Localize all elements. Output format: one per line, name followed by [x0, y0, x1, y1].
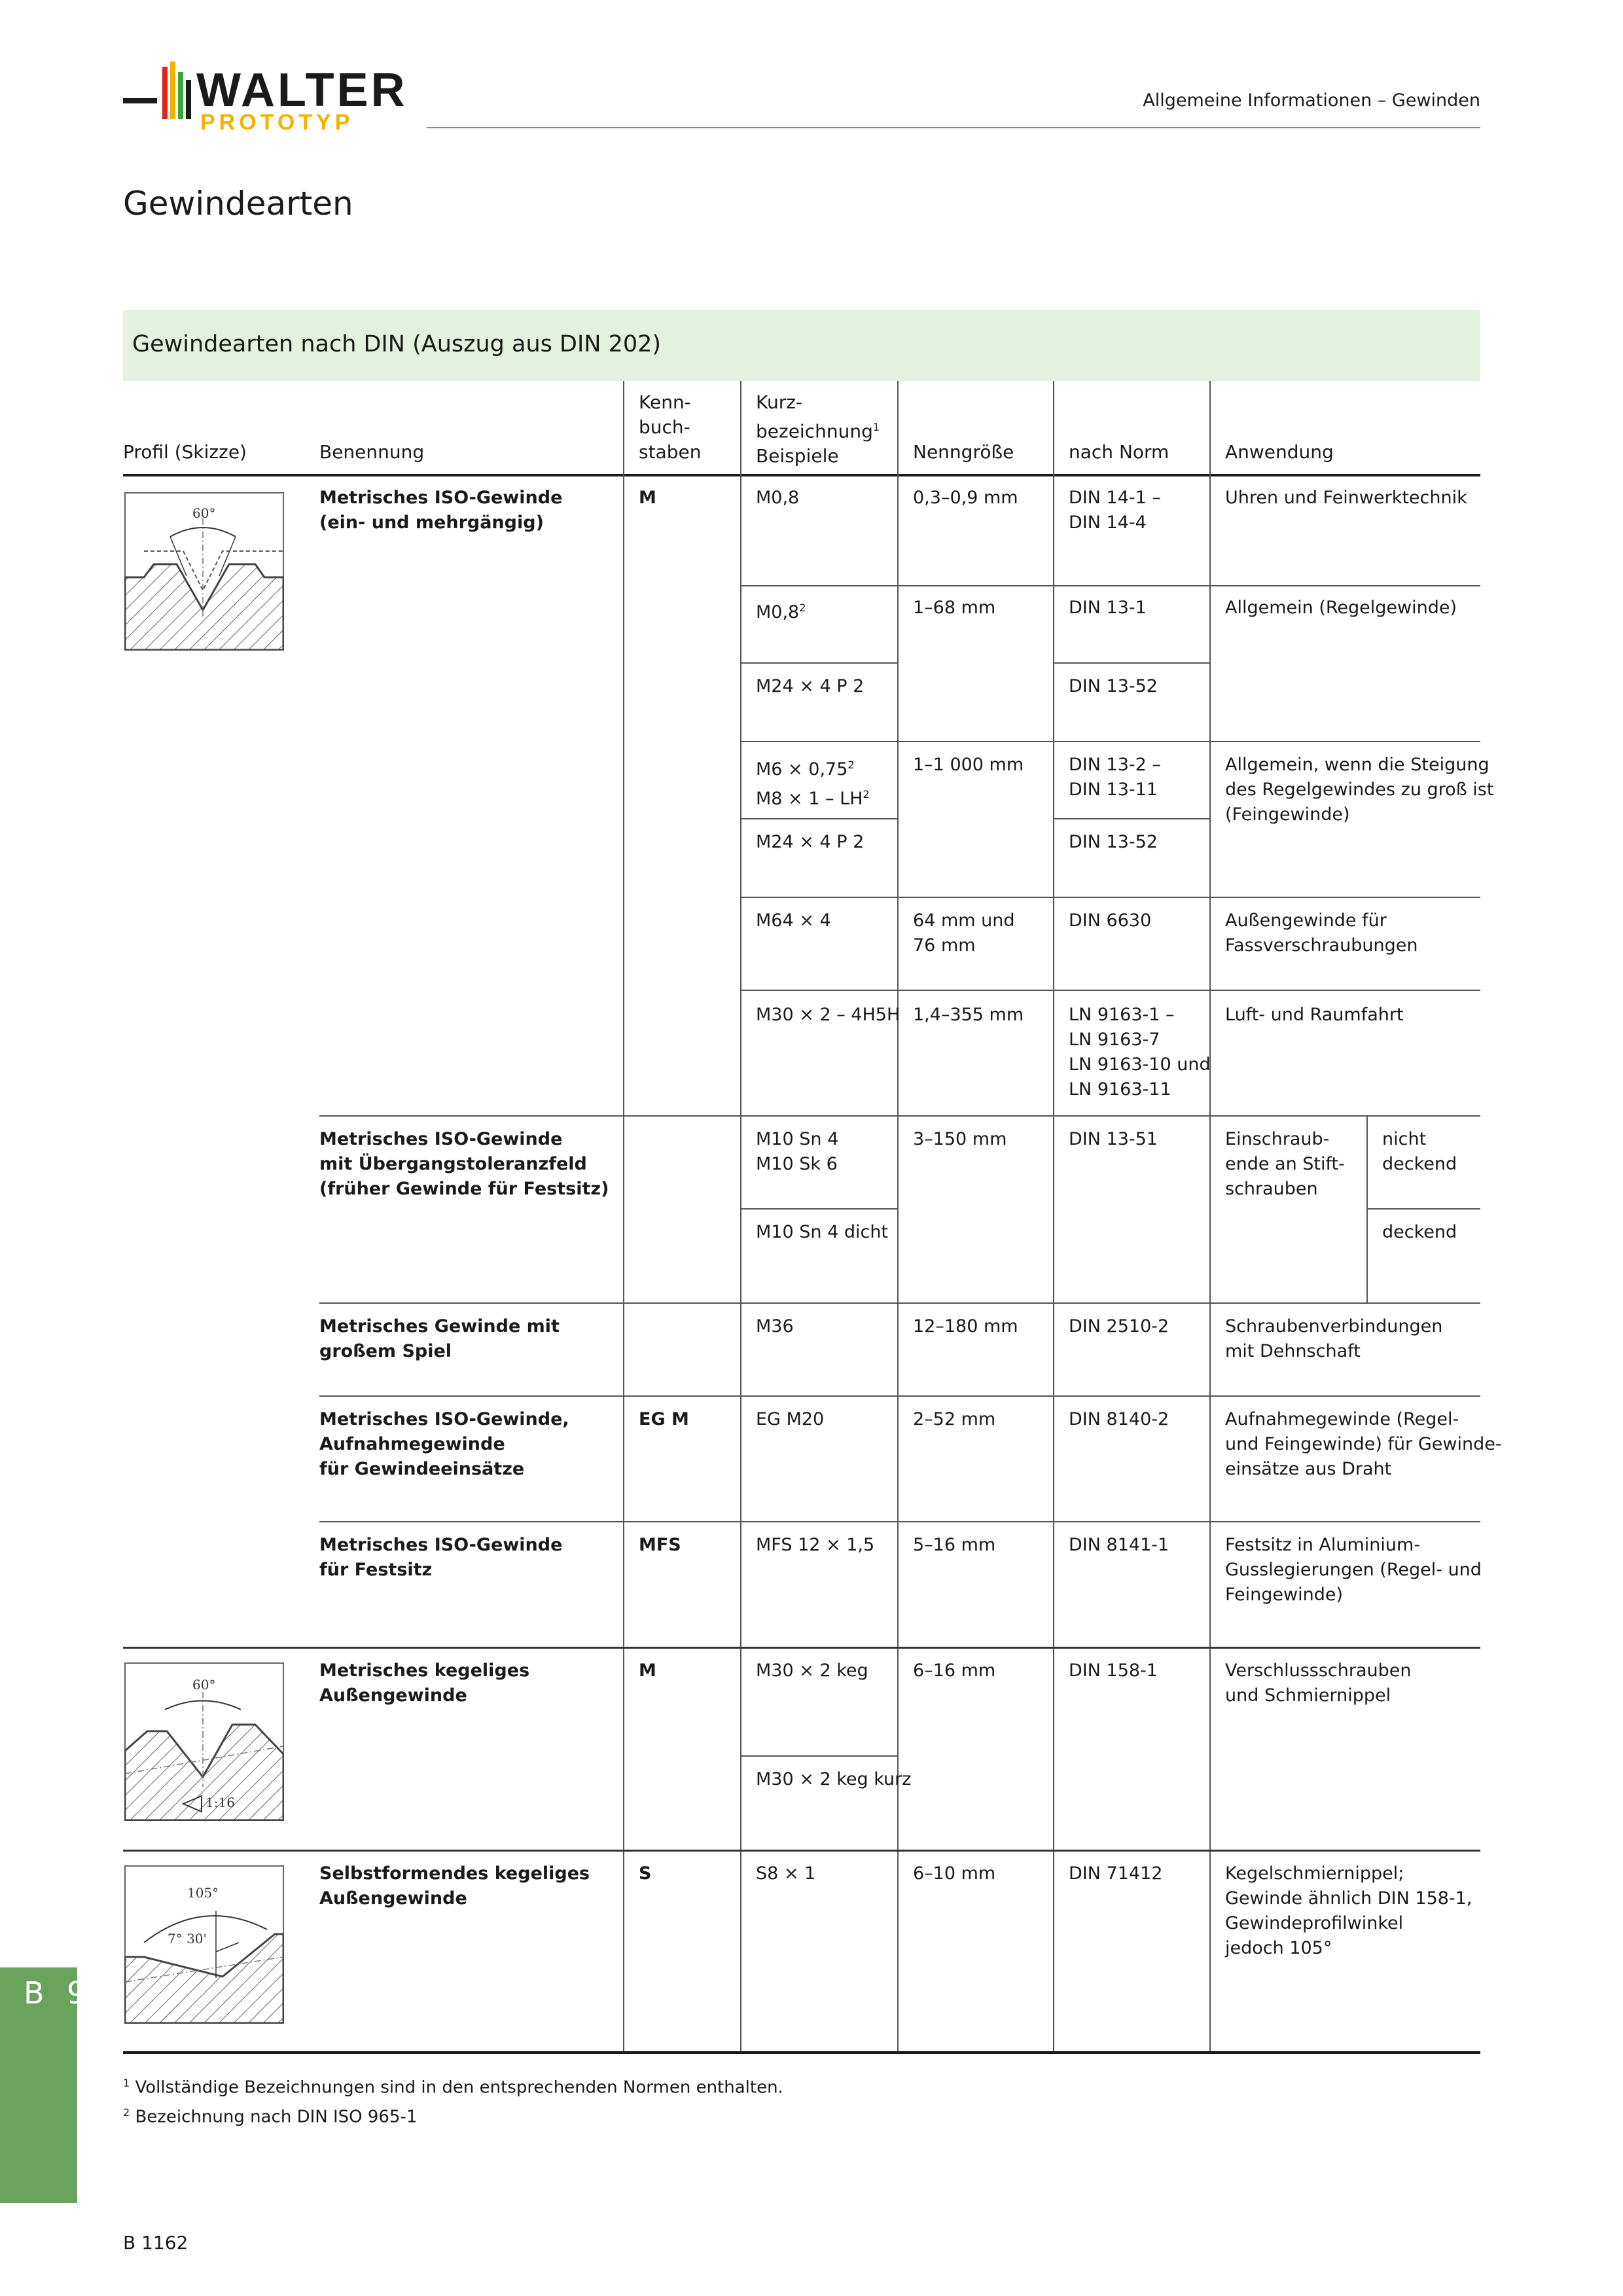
- kurz-r4: $M6 \times 0,75^2$ $M8 \times 1 - LH^2$: [756, 759, 870, 809]
- nenn-r4: 1–1 000 mm: [913, 755, 1024, 775]
- name-row-4: Metrisches ISO-Gewinde, Aufnahmegewinde für Gewindeeinsätze: [319, 1409, 569, 1479]
- footnote-1: $^1$ Vollständige Bezeichnungen sind in den entsprechenden Normen enthalten.: [123, 2077, 783, 2098]
- logo-subline: PROTOTYP: [200, 110, 354, 135]
- profile-sketch-iso: [124, 492, 284, 651]
- footnote-2: $^2$ Bezeichnung nach DIN ISO 965-1: [123, 2106, 418, 2127]
- nenn-r8: 3–150 mm: [913, 1129, 1007, 1149]
- anw-r12: Festsitz in Aluminium- Gusslegierungen (Regel- und Feingewinde): [1225, 1535, 1482, 1605]
- sketch2-taper: 1:16: [205, 1795, 235, 1810]
- norm-r13: DIN 158-1: [1069, 1660, 1158, 1681]
- nenn-r2: 1–68 mm: [913, 598, 996, 618]
- norm-r1: DIN 14-1 – DIN 14-4: [1069, 488, 1161, 533]
- norm-r11: DIN 8140-2: [1069, 1409, 1169, 1429]
- kenn-row-7: S: [639, 1863, 652, 1884]
- sketch1-angle: 60°: [192, 505, 216, 521]
- section-title: Gewindearten nach DIN (Auszug aus DIN 202): [132, 331, 662, 357]
- chapter-tab-label: B 9: [24, 1975, 93, 2011]
- anw-r4: Allgemein, wenn die Steigung des Regelgewindes zu groß ist (Feingewinde): [1225, 755, 1494, 825]
- norm-r10: DIN 2510-2: [1069, 1316, 1169, 1336]
- anw-r11: Aufnahmegewinde (Regel- und Feingewinde) für Gewinde- einsätze aus Draht: [1225, 1409, 1502, 1479]
- sketch3-angle: 105°: [187, 1885, 219, 1901]
- kurz-r2: $M0,8^2$: [756, 601, 806, 622]
- kenn-row-1: M: [639, 488, 656, 508]
- sketch3-sub-angle: 7° 30': [168, 1931, 207, 1946]
- norm-r12: DIN 8141-1: [1069, 1535, 1169, 1555]
- header-rule: [427, 127, 1480, 128]
- nenn-r15: 6–10 mm: [913, 1863, 996, 1884]
- name-row-1: Metrisches ISO-Gewinde (ein- und mehrgängig): [319, 488, 563, 533]
- anw-r10: Schraubenverbindungen mit Dehnschaft: [1225, 1316, 1443, 1361]
- nenn-r12: 5–16 mm: [913, 1535, 996, 1555]
- col-header-anwendung: Anwendung: [1225, 441, 1334, 463]
- kurz-r12: MFS 12 × 1,5: [756, 1535, 875, 1555]
- col-header-profil: Profil (Skizze): [123, 441, 247, 463]
- profile-sketch-kegelig: [124, 1662, 284, 1821]
- logo: [123, 60, 408, 135]
- kenn-row-5: MFS: [639, 1535, 681, 1555]
- kenn-row-4: EG M: [639, 1409, 689, 1429]
- norm-r4: DIN 13-2 – DIN 13-11: [1069, 755, 1161, 800]
- footnotes: [123, 2071, 783, 2129]
- norm-r3: DIN 13-52: [1069, 676, 1158, 696]
- col-header-norm: nach Norm: [1069, 441, 1169, 463]
- kurz-r10: M36: [756, 1316, 794, 1336]
- kenn-row-6: M: [639, 1660, 656, 1681]
- nenn-r6: 64 mm und 76 mm: [913, 910, 1015, 956]
- nenn-r7: 1,4–355 mm: [913, 1005, 1024, 1025]
- col-header-kenn: Kenn- buch- staben: [639, 391, 702, 463]
- anw-r1: Uhren und Feinwerktechnik: [1225, 488, 1467, 508]
- name-row-7: Selbstformendes kegeliges Außengewinde: [319, 1863, 590, 1909]
- kurz-r14: M30 × 2 keg kurz: [756, 1769, 912, 1789]
- anw-r9-sub: deckend: [1382, 1222, 1457, 1242]
- kurz-r8: M10 Sn 4 M10 Sk 6: [756, 1129, 839, 1174]
- nenn-r13: 6–16 mm: [913, 1660, 996, 1681]
- nenn-r11: 2–52 mm: [913, 1409, 996, 1429]
- norm-r7: LN 9163-1 – LN 9163-7 LN 9163-10 und LN 9163-11: [1069, 1005, 1211, 1100]
- kurz-r13: M30 × 2 keg: [756, 1660, 868, 1681]
- name-row-2: Metrisches ISO-Gewinde mit Übergangstoleranzfeld (früher Gewinde für Festsitz): [319, 1129, 609, 1199]
- anw-r6: Außengewinde für Fassverschraubungen: [1225, 910, 1418, 956]
- kurz-r15: S8 × 1: [756, 1863, 816, 1884]
- norm-r2: DIN 13-1: [1069, 598, 1147, 618]
- logo-wordmark: WALTER: [196, 64, 408, 117]
- kurz-r1: M0,8: [756, 488, 800, 508]
- header-info: Allgemeine Informationen – Gewinden: [1143, 90, 1480, 111]
- anw-r13: Verschlussschrauben und Schmiernippel: [1225, 1660, 1412, 1706]
- sketch2-angle: 60°: [192, 1677, 216, 1693]
- anw-r8: Einschraub- ende an Stift- schrauben: [1225, 1129, 1345, 1199]
- name-row-3: Metrisches Gewinde mit großem Spiel: [319, 1316, 560, 1361]
- page-number: B 1162: [123, 2232, 188, 2253]
- nenn-r1: 0,3–0,9 mm: [913, 488, 1018, 508]
- norm-r15: DIN 71412: [1069, 1863, 1163, 1884]
- nenn-r10: 12–180 mm: [913, 1316, 1018, 1336]
- anw-r7: Luft- und Raumfahrt: [1225, 1005, 1404, 1025]
- kurz-r3: M24 × 4 P 2: [756, 676, 865, 696]
- norm-r6: DIN 6630: [1069, 910, 1152, 931]
- logo-bars-icon: [123, 60, 195, 126]
- col-header-nenngroesse: Nenngröße: [913, 441, 1014, 463]
- col-header-benennung: Benennung: [319, 441, 425, 463]
- kurz-r5: M24 × 4 P 2: [756, 832, 865, 852]
- profile-sketch-selbstformend: [124, 1865, 284, 2024]
- name-row-5: Metrisches ISO-Gewinde für Festsitz: [319, 1535, 563, 1580]
- anw-r8-sub: nicht deckend: [1382, 1129, 1457, 1174]
- name-row-6: Metrisches kegeliges Außengewinde: [319, 1660, 530, 1706]
- page-title: Gewindearten: [123, 185, 353, 223]
- kurz-r7: M30 × 2 – 4H5H: [756, 1005, 901, 1025]
- anw-r2: Allgemein (Regelgewinde): [1225, 598, 1457, 618]
- kurz-r11: EG M20: [756, 1409, 825, 1429]
- anw-r15: Kegelschmiernippel; Gewinde ähnlich DIN 158-1, Gewindeprofilwinkel jedoch 105°: [1225, 1863, 1472, 1958]
- norm-r8: DIN 13-51: [1069, 1129, 1158, 1149]
- norm-r5: DIN 13-52: [1069, 832, 1158, 852]
- kurz-r6: M64 × 4: [756, 910, 831, 931]
- col-header-kurz: Kurz- bezeichnung$^1$ Beispiele: [756, 391, 880, 467]
- kurz-r9: M10 Sn 4 dicht: [756, 1222, 889, 1242]
